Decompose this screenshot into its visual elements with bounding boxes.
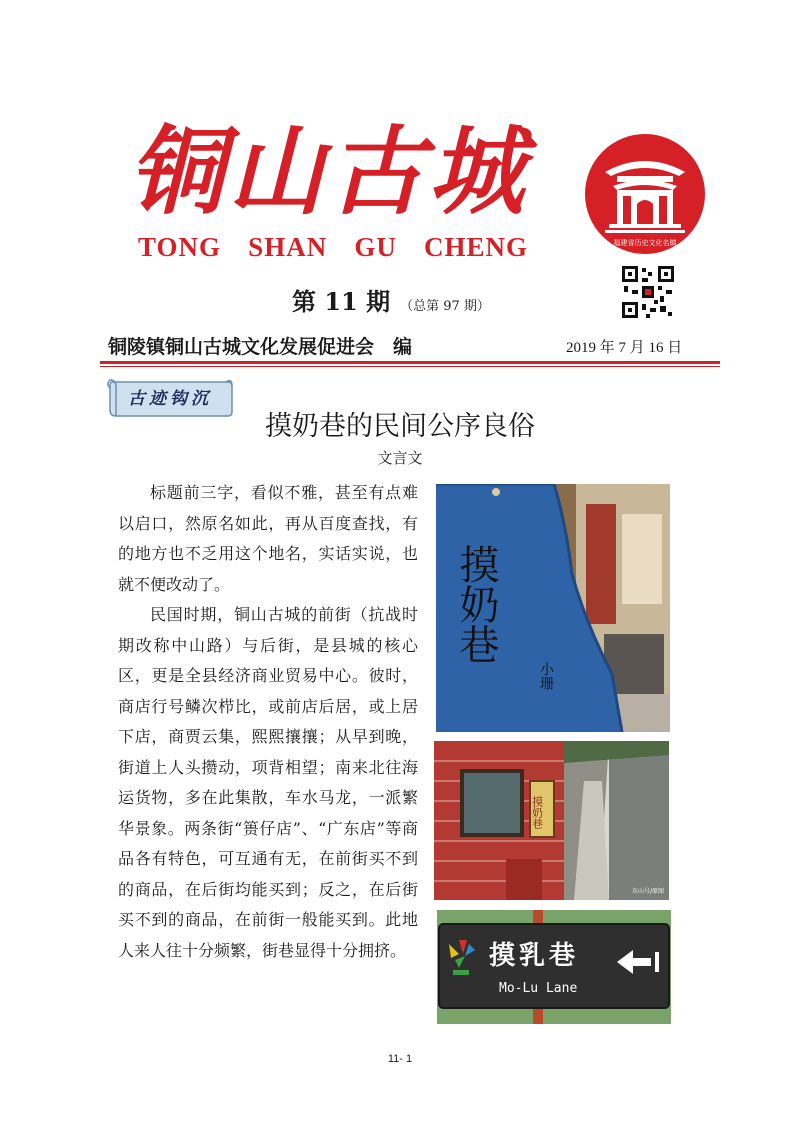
street-sign-chinese: 摸乳巷 — [489, 941, 580, 971]
masthead-subtitle-word: CHENG — [423, 232, 528, 262]
masthead-title: 铜山古城 — [128, 115, 528, 228]
photo-street-sign — [437, 910, 671, 1024]
article-paragraph: 标题前三字，看似不雅，甚至有点难以启口，然原名如此，再从百度查找，有的地方也不乏用这个地名，实话实说，也就不便改动了。 — [118, 483, 418, 594]
photo-caption: 东山号/原图 — [632, 888, 665, 895]
issue-total: （总第 97 期） — [400, 299, 490, 314]
article-body — [118, 478, 418, 966]
photo-signature: 小珊 — [538, 662, 554, 690]
town-emblem-logo — [583, 132, 707, 256]
masthead-subtitle-word: SHAN — [248, 232, 328, 262]
street-sign-english: Mo-Lu Lane — [499, 981, 578, 996]
publish-date: 2019 年 7 月 16 日 — [566, 340, 683, 356]
masthead-subtitle — [138, 232, 528, 263]
photo-blue-sign — [436, 484, 670, 732]
photo-lane-sign: 摸奶巷 — [530, 796, 544, 829]
qr-code-icon[interactable] — [620, 264, 676, 320]
header-divider — [100, 361, 720, 364]
article-paragraph: 民国时期，铜山古城的前街（抗战时期改称中山路）与后街，是县城的核心区，更是全县经济商业贸易中心。彼时，商店行号鳞次栉比，或前店后居，或上居下店，商贾云集，熙熙攘攘；从早到晚，街道上人头攒动，项背相望；南来北往海运货物，多在此集散，车水马龙，一派繁华景象。两条街“篑仔店”、“广东店”等商品各有特色，可互通有无，在前街买不到的商品，在后街均能买到；反之，在后街买不到的商品，在前街一般能买到。此地人来人往十分频繁，街巷显得十分拥挤。 — [118, 605, 418, 960]
masthead-subtitle-word: GU — [354, 232, 397, 262]
masthead-subtitle-word: TONG — [138, 232, 222, 262]
issue-number — [292, 282, 490, 317]
emblem-text: 福建省历史文化名镇 — [613, 239, 677, 247]
editor-credit: 铜陵镇铜山古城文化发展促进会 编 — [108, 336, 413, 358]
photo-lane — [434, 741, 669, 900]
photo-sign-text: 摸奶巷 — [453, 544, 499, 664]
page-number: 11- 1 — [387, 1053, 413, 1065]
header-divider-thin — [100, 366, 720, 367]
issue-label: 第 11 期 — [292, 287, 391, 316]
pavilion-emblem-icon — [583, 132, 707, 256]
article-author: 文言文 — [377, 449, 423, 467]
column-tag-label: 古迹钩沉 — [128, 389, 212, 409]
article-title: 摸奶巷的民间公序良俗 — [265, 411, 535, 442]
